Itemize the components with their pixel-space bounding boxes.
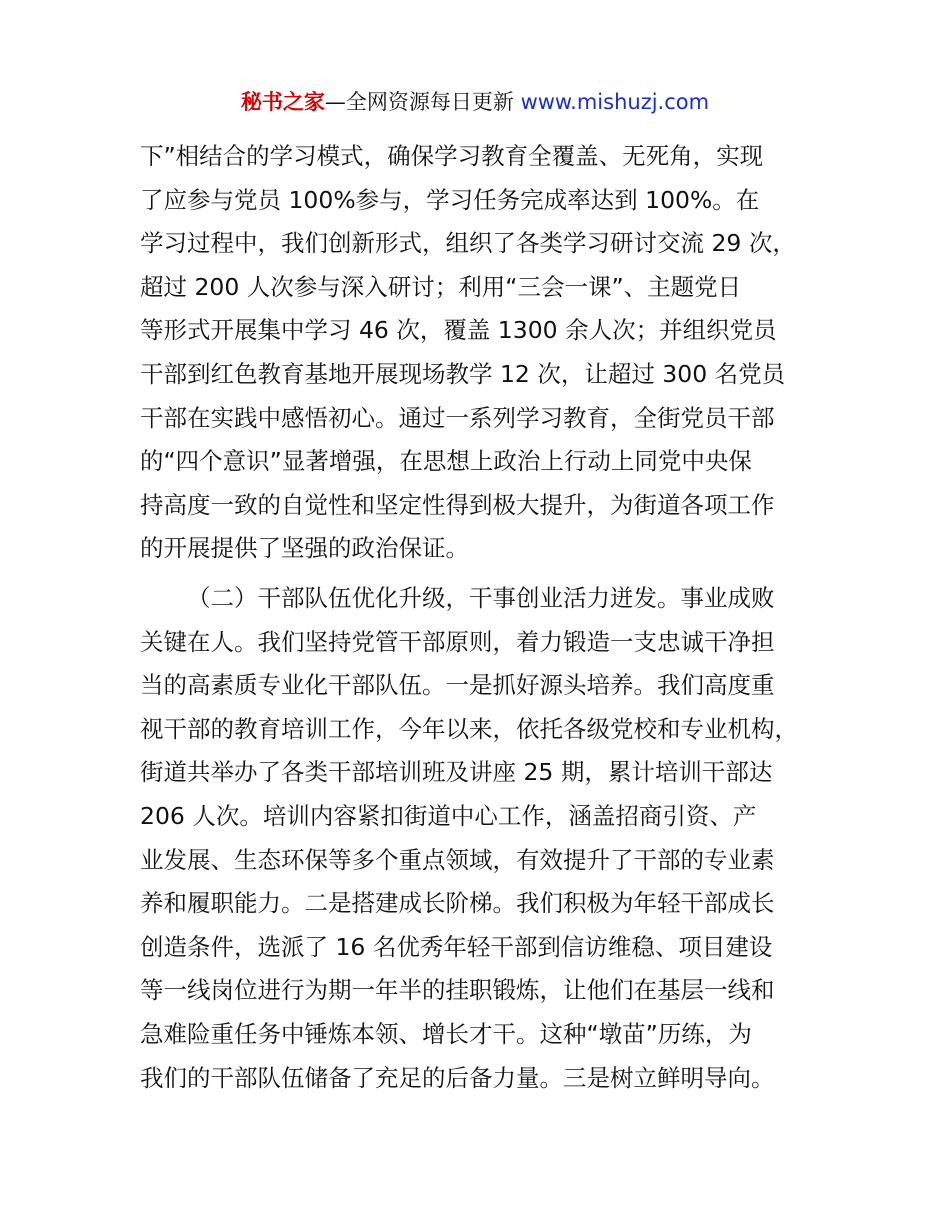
text-line: 的开展提供了坚强的政治保证。 [140,534,469,563]
text-line: 关键在人。我们坚持党管干部原则，着力锻造一支忠诚干净担 [140,627,775,656]
text-line: 了应参与党员 100%参与，学习任务完成率达到 100%。在 [140,185,760,214]
text-line: 等一线岗位进行为期一年半的挂职锻炼，让他们在基层一线和 [140,976,775,1005]
text-line: 急难险重任务中锤炼本领、增长才干。这种“墩苗”历练，为 [140,1019,752,1048]
text-line: 下”相结合的学习模式，确保学习教育全覆盖、无死角，实现 [140,142,764,170]
text-line: 等形式开展集中学习 46 次，覆盖 1300 余人次；并组织党员 [140,316,777,345]
text-line-indented: （二）干部队伍优化升级，干事创业活力迸发。事业成败 [187,584,775,612]
text-line: 持高度一致的自觉性和坚定性得到极大提升，为街道各项工作 [140,490,775,519]
text-line: 业发展、生态环保等多个重点领域，有效提升了干部的专业素 [140,845,775,874]
paragraph-2 [140,577,840,1100]
text-line: 当的高素质专业化干部队伍。一是抓好源头培养。我们高度重 [140,671,775,700]
text-line: 创造条件，选派了 16 名优秀年轻干部到信访维稳、项目建设 [140,932,773,961]
text-line: 超过 200 人次参与深入研讨；利用“三会一课”、主题党日 [140,272,742,301]
text-line: 206 人次。培训内容紧扣街道中心工作，涵盖招商引资、产 [140,801,757,830]
text-line: 我们的干部队伍储备了充足的后备力量。三是树立鲜明导向。 [140,1063,775,1092]
text-line: 街道共举办了各类干部培训班及讲座 25 期，累计培训干部达 [140,758,773,787]
brand-name: 秘书之家 [240,90,325,114]
text-line: 视干部的教育培训工作，今年以来，依托各级党校和专业机构， [140,714,798,743]
text-line: 干部在实践中感悟初心。通过一系列学习教育，全街党员干部 [140,403,775,432]
website-link[interactable]: www.mishuzj.com [520,90,710,114]
page-header [0,86,950,118]
header-tagline: —全网资源每日更新 [324,90,521,114]
text-line: 干部到红色教育基地开展现场教学 12 次，让超过 300 名党员 [140,359,786,388]
paragraph-1 [140,135,840,571]
text-line: 的“四个意识”显著增强，在思想上政治上行动上同党中央保 [140,447,752,476]
text-line: 养和履职能力。二是搭建成长阶梯。我们积极为年轻干部成长 [140,889,775,918]
text-line: 学习过程中，我们创新形式，组织了各类学习研讨交流 29 次， [140,229,796,258]
